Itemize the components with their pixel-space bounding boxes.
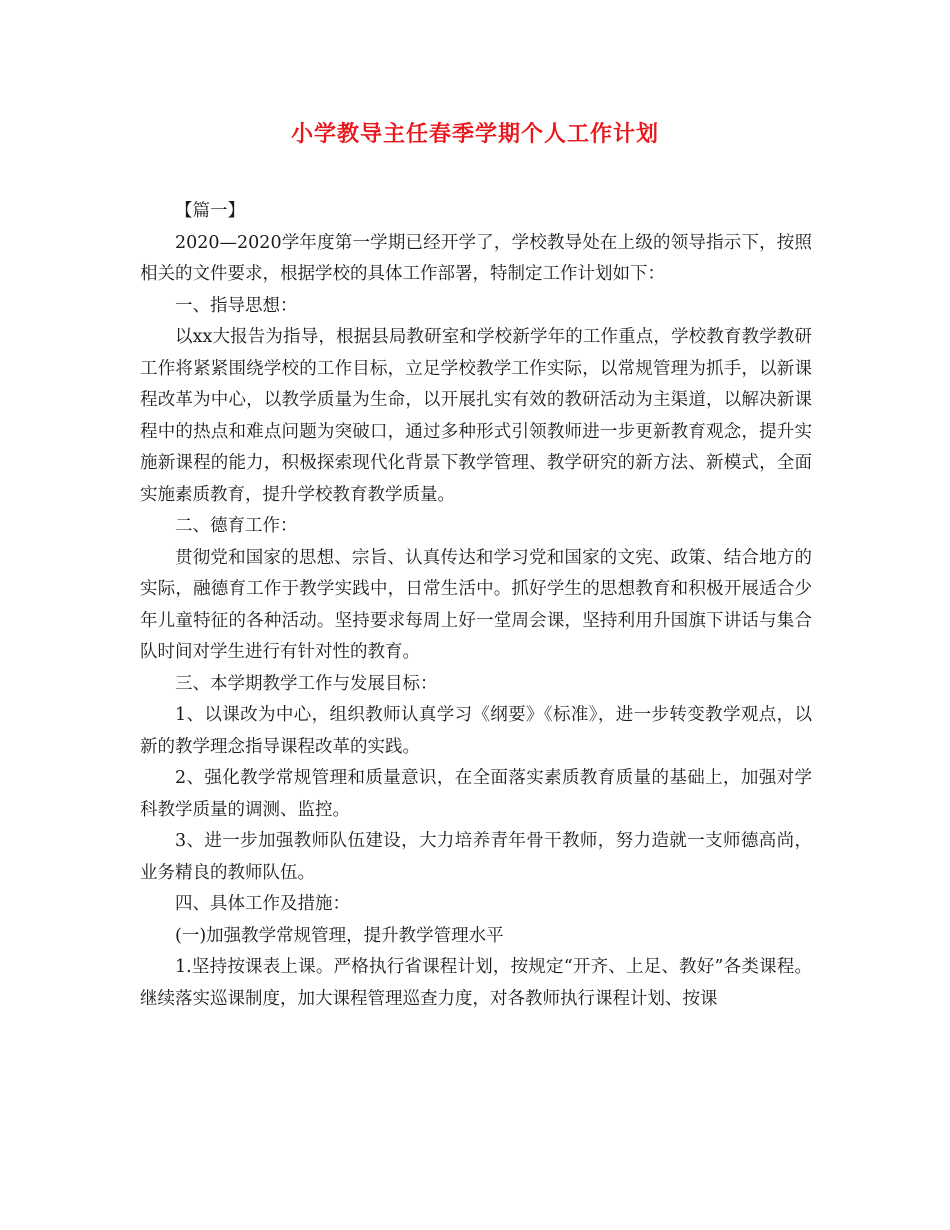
heading-guiding-ideology: 一、指导思想： — [175, 295, 298, 316]
paragraph-guiding-ideology: 以xx大报告为指导，根据县局教研室和学校新学年的工作重点，学校教育教学教研工作将紧紧围绕学校的工作目标，立足学校教学工作实际，以常规管理为抓手，以新课程改革为中心，以教学质量为生命，以开展扎实有效的教研活动为主渠道，以解决新课程中的热点和难点问题为突破口，通过多种形式引领教师进一步更新教育观念，提升实施新课程的能力，积极探索现代化背景下教学管理、教学研究的新方法、新模式，全面实施素质教育，提升学校教育教学质量。 — [140, 327, 812, 505]
goal-item-2: 2、强化教学常规管理和质量意识，在全面落实素质教育质量的基础上，加强对学科教学质量的调测、监控。 — [140, 768, 812, 820]
document-title: 小学教导主任春季学期个人工作计划 — [290, 121, 659, 147]
measure-item-1: 1.坚持按课表上课。严格执行省课程计划，按规定“开齐、上足、教好”各类课程。继续落实巡课制度，加大课程管理巡查力度，对各教师执行课程计划、按课 — [140, 957, 812, 1009]
paragraph-moral-education: 贯彻党和国家的思想、宗旨、认真传达和学习党和国家的文宪、政策、结合地方的实际，融德育工作于教学实践中，日常生活中。抓好学生的思想教育和积极开展适合少年儿童特征的各种活动。坚持要求每周上好一堂周会课，坚持利用升国旗下讲话与集合队时间对学生进行有针对性的教育。 — [140, 547, 812, 662]
intro-paragraph: 2020—2020学年度第一学期已经开学了，学校教导处在上级的领导指示下，按照相关的文件要求，根据学校的具体工作部署，特制定工作计划如下： — [140, 232, 812, 284]
heading-specific-measures: 四、具体工作及措施： — [175, 894, 350, 914]
document-body — [140, 196, 812, 1015]
heading-teaching-goals: 三、本学期教学工作与发展目标： — [175, 673, 438, 694]
subheading-routine-management: (一)加强教学常规管理，提升教学管理水平 — [175, 925, 504, 946]
goal-item-1: 1、以课改为中心，组织教师认真学习《纲要》《标准》，进一步转变教学观点，以新的教学理念指导课程改革的实践。 — [140, 705, 812, 757]
goal-item-3: 3、进一步加强教师队伍建设，大力培养青年骨干教师，努力造就一支师德高尚，业务精良的教师队伍。 — [140, 831, 812, 883]
section-label-part-one: 【篇一】 — [175, 201, 245, 221]
heading-moral-education: 二、德育工作： — [175, 516, 298, 536]
